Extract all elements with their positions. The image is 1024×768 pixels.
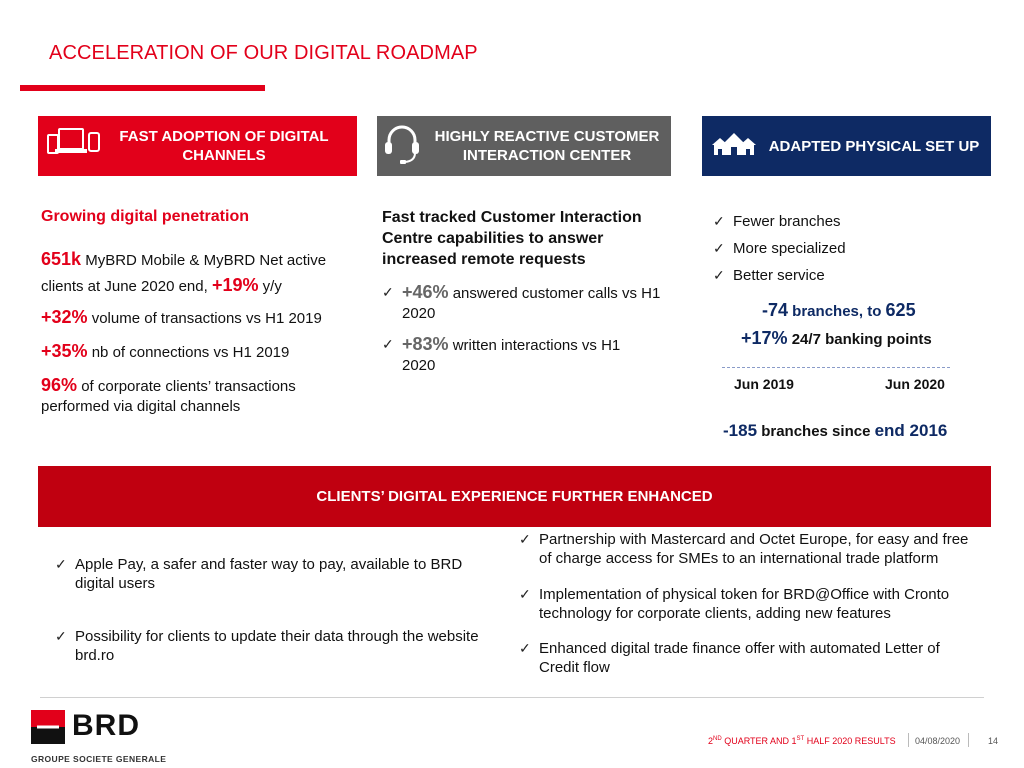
branches-since-stat: -185 branches since end 2016	[723, 421, 948, 440]
checkmark-icon: ✓	[519, 531, 531, 547]
footer-divider	[40, 697, 984, 698]
brd-logo-icon	[31, 710, 65, 744]
digital-penetration-column	[41, 207, 361, 417]
checkmark-icon: ✓	[382, 336, 394, 352]
box-label: HIGHLY REACTIVE CUSTOMER INTERACTION CENTER	[434, 128, 660, 164]
date-label-end: Jun 2020	[885, 376, 945, 392]
checkmark-icon: ✓	[382, 284, 394, 300]
list-item: ✓ Possibility for clients to update their data through the website brd.ro	[55, 628, 479, 664]
date-label-start: Jun 2019	[734, 376, 794, 392]
page-number: 14	[988, 736, 999, 746]
digital-experience-banner: CLIENTS’ DIGITAL EXPERIENCE FURTHER ENHANCED	[38, 466, 991, 527]
check-item: ✓ +46% answered customer calls vs H1 2020	[382, 282, 661, 322]
box-label: FAST ADOPTION OF DIGITAL CHANNELS	[119, 128, 329, 164]
bottom-left-list	[55, 555, 495, 665]
physical-setup-column	[713, 208, 993, 289]
headset-icon	[381, 122, 423, 170]
list-item: ✓ Implementation of physical token for BRD@Office with Cronto technology for corporate clients, adding new features	[519, 586, 950, 622]
checkmark-icon: ✓	[713, 267, 725, 283]
box-digital-channels	[38, 116, 357, 176]
bottom-right-list	[519, 530, 969, 677]
list-item: ✓ Enhanced digital trade finance offer with automated Letter of Credit flow	[519, 640, 940, 676]
checkmark-icon: ✓	[519, 640, 531, 656]
checkmark-icon: ✓	[55, 628, 67, 644]
check-item: ✓ +83% written interactions vs H1 2020	[382, 334, 621, 374]
stat-item: +32% volume of transactions vs H1 2019	[41, 307, 322, 327]
box-interaction-center	[377, 116, 671, 176]
stat-item: +35% nb of connections vs H1 2019	[41, 341, 290, 361]
banking-points-stat: +17% 24/7 banking points	[741, 328, 932, 348]
checkmark-icon: ✓	[55, 556, 67, 572]
devices-icon	[47, 127, 101, 165]
checkmark-icon: ✓	[713, 240, 725, 256]
stat-item: 96% of corporate clients’ transactions performed via digital channels	[41, 375, 296, 415]
title-underline	[20, 85, 265, 91]
footer-separator	[968, 733, 969, 747]
brd-logo-text: BRD	[72, 709, 140, 742]
checkmark-icon: ✓	[519, 586, 531, 602]
check-item: ✓ More specialized	[713, 235, 993, 262]
check-item: ✓ Fewer branches	[713, 208, 993, 235]
column-heading: Growing digital penetration	[41, 208, 249, 225]
report-title: 2ND QUARTER AND 1ST HALF 2020 RESULTS	[708, 736, 896, 746]
brd-logo-subtitle: GROUPE SOCIETE GENERALE	[31, 754, 167, 764]
houses-icon	[711, 131, 757, 161]
stat-item: 651k MyBRD Mobile & MyBRD Net active clients at June 2020 end, +19% y/y	[41, 249, 327, 295]
check-item: ✓ Better service	[713, 262, 993, 289]
box-physical-setup	[702, 116, 991, 176]
report-date: 04/08/2020	[915, 736, 961, 746]
box-label: ADAPTED PHYSICAL SET UP	[768, 137, 980, 155]
interaction-center-column	[382, 207, 682, 376]
list-item: ✓ Partnership with Mastercard and Octet Europe, for easy and free of charge access for SMEs to an international trade platform	[519, 531, 969, 567]
footer-separator	[908, 733, 909, 747]
list-item: ✓ Apple Pay, a safer and faster way to pay, available to BRD digital users	[55, 556, 463, 592]
branches-stat: -74 branches, to 625	[762, 300, 916, 320]
checkmark-icon: ✓	[713, 213, 725, 229]
column-heading: Fast tracked Customer Interaction Centre capabilities to answer increased remote requests	[382, 209, 642, 268]
slide-title: ACCELERATION OF OUR DIGITAL ROADMAP	[49, 42, 478, 64]
timeline-line	[722, 367, 950, 368]
